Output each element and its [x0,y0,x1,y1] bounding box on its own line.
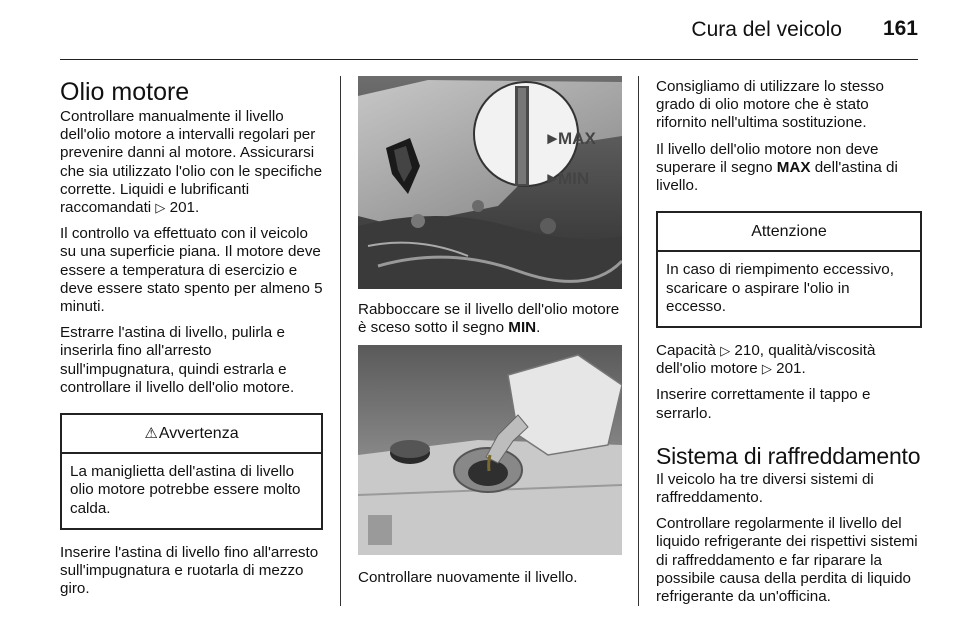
page-ref-icon: ▷ [761,361,772,377]
engine-dipstick-illustration [358,76,622,289]
caption-text: Rabboccare se il livello dell'olio motore è sceso sotto il segno [358,301,620,337]
warning-box-header [62,415,321,454]
paragraph: Estrarre l'astina di livello, pulirla e inserirla fino all'arresto sull'impugnatura, quindi estrarla e controllare il livello dell'olio motore. [60,324,295,396]
attention-box-header: Attenzione [658,213,920,252]
paragraph [60,108,323,217]
column-2 [358,76,622,596]
caption: Controllare nuovamente il livello. [358,569,578,587]
attention-text: In caso di riempimento eccessivo, scaricare o aspirare l'olio in eccesso. [666,261,894,315]
page-ref-icon: ▷ [720,343,731,359]
page-number: 161 [882,17,918,40]
paragraph: Consigliamo di utilizzare lo stesso grado di olio motore che è stato rifornito nell'ultima sostituzione. [656,78,884,132]
caption [358,301,622,337]
dipstick-min-label: MIN [558,169,590,188]
header-rule [60,59,918,60]
section-heading-cooling-system: Sistema di raffreddamento [656,442,921,469]
paragraph: Inserire l'astina di livello fino all'arresto sull'impugnatura e ruotarla di mezzo giro. [60,543,319,598]
column-1 [60,78,323,606]
column-3 [656,78,922,614]
paragraph-text: Capacità [656,342,716,360]
warning-box [60,413,323,530]
paragraph: Il controllo va effettuato con il veicolo su una superficie piana. Il motore deve essere a temperatura di esercizio e deve essere stato spento per almeno 5 minuti. [60,225,323,316]
attention-box [656,211,922,328]
page-ref[interactable]: 201. [776,360,806,378]
column-divider-1 [340,76,341,606]
section-heading-engine-oil: Olio motore [60,78,190,106]
paragraph: Il veicolo ha tre diversi sistemi di raffreddamento. [656,470,874,507]
page-ref-icon: ▷ [155,200,166,216]
dipstick-max-label: MAX [558,129,596,148]
paragraph-text: dell'astina di livello. [656,158,898,195]
caption-end: . [536,319,541,337]
oil-filling-illustration [358,345,622,555]
max-mark-bold: MAX [776,158,811,176]
warning-title: Avvertenza [158,425,239,443]
paragraph-text: Controllare manualmente il livello dell'olio motore a intervalli regolari per prevenire danni al motore. Assicurarsi che sia utilizzato l'olio con le specifiche corrette. Liquidi e lubrificanti raccomandati [60,108,323,217]
paragraph: Inserire correttamente il tappo e serrarlo. [656,386,871,422]
page-ref[interactable]: 210, qualità/viscosità dell'olio motore [656,342,876,378]
page-ref[interactable]: 201. [169,199,200,217]
paragraph-text: Il livello dell'olio motore non deve superare il segno [656,140,879,176]
svg-text:►: ► [544,169,561,188]
running-header-title: Cura del veicolo [691,18,842,41]
warning-triangle-icon: ⚠ [144,425,158,443]
warning-text: La maniglietta dell'astina di livello olio motore potrebbe essere molto calda. [70,463,301,517]
paragraph [656,141,922,196]
svg-text:►: ► [544,129,561,148]
paragraph [656,342,922,378]
column-divider-2 [638,76,639,606]
paragraph: Controllare regolarmente il livello del liquido refrigerante dei rispettivi sistemi di raffreddamento e far riparare la possibile causa della perdita di liquido refrigerante da un'officina. [656,515,918,606]
caption-bold: MIN [508,319,537,337]
